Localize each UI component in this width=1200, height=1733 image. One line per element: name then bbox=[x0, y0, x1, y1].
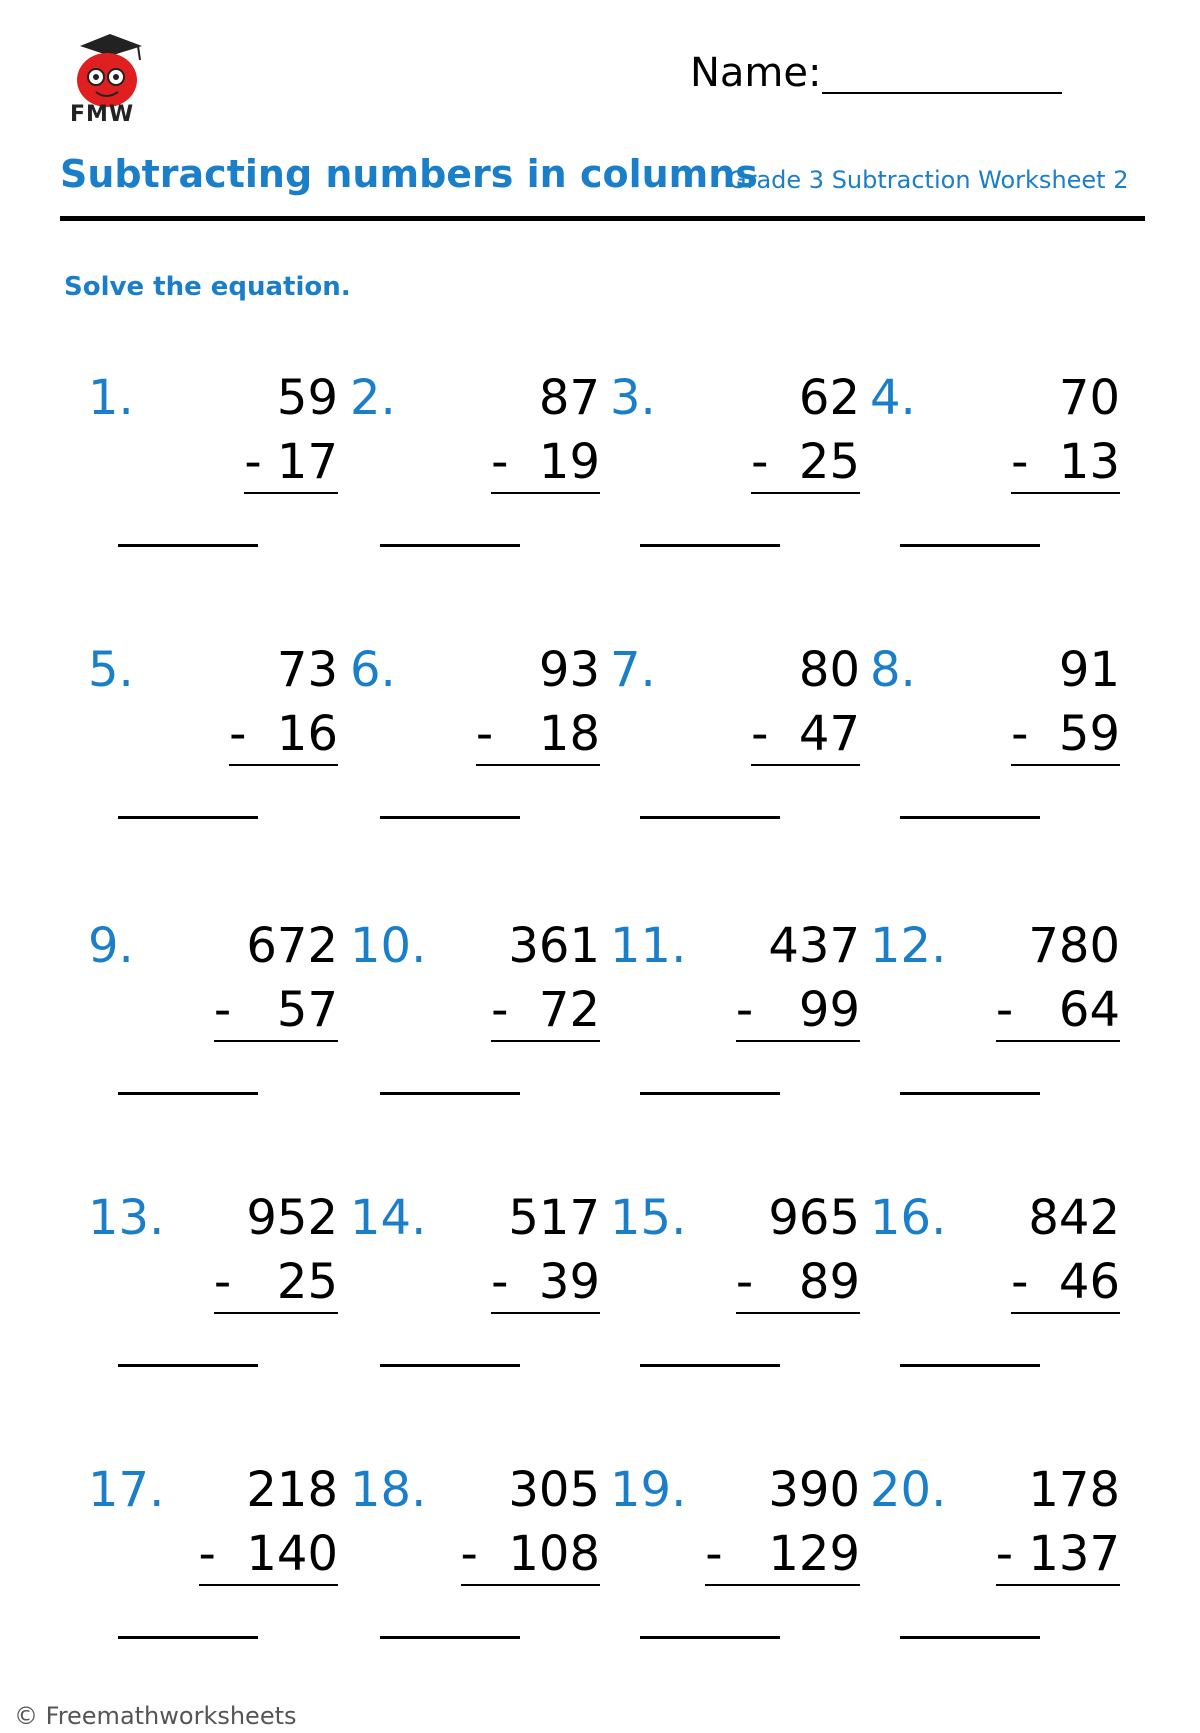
answer-line[interactable] bbox=[640, 544, 780, 547]
minuend: 80 bbox=[798, 642, 860, 698]
problem-number: 2. bbox=[350, 370, 396, 426]
instruction-text: Solve the equation. bbox=[64, 272, 351, 302]
minuend: 952 bbox=[246, 1190, 338, 1246]
problem-number: 9. bbox=[88, 918, 134, 974]
minuend: 70 bbox=[1058, 370, 1120, 426]
name-label: Name: bbox=[690, 50, 822, 96]
answer-line[interactable] bbox=[380, 1364, 520, 1367]
answer-line[interactable] bbox=[640, 1092, 780, 1095]
answer-line[interactable] bbox=[380, 816, 520, 819]
minuend: 965 bbox=[768, 1190, 860, 1246]
answer-line[interactable] bbox=[380, 1636, 520, 1639]
subtrahend: - 19 bbox=[491, 434, 600, 494]
problem-20 bbox=[860, 1462, 1120, 1702]
problem-9 bbox=[78, 918, 338, 1158]
answer-line[interactable] bbox=[118, 1636, 258, 1639]
name-field-line[interactable] bbox=[822, 92, 1062, 94]
answer-line[interactable] bbox=[640, 1364, 780, 1367]
subtrahend: - 89 bbox=[736, 1254, 860, 1314]
answer-line[interactable] bbox=[118, 816, 258, 819]
minuend: 218 bbox=[246, 1462, 338, 1518]
problem-3 bbox=[600, 370, 860, 610]
minuend: 178 bbox=[1028, 1462, 1120, 1518]
problem-12 bbox=[860, 918, 1120, 1158]
answer-line[interactable] bbox=[900, 1092, 1040, 1095]
problem-16 bbox=[860, 1190, 1120, 1430]
answer-line[interactable] bbox=[380, 544, 520, 547]
problem-number: 11. bbox=[610, 918, 687, 974]
problem-14 bbox=[340, 1190, 600, 1430]
problem-number: 15. bbox=[610, 1190, 687, 1246]
page-title: Subtracting numbers in columns bbox=[60, 152, 758, 196]
minuend: 361 bbox=[508, 918, 600, 974]
problem-5 bbox=[78, 642, 338, 882]
problem-17 bbox=[78, 1462, 338, 1702]
problem-7 bbox=[600, 642, 860, 882]
minuend: 780 bbox=[1028, 918, 1120, 974]
problem-number: 18. bbox=[350, 1462, 427, 1518]
problem-number: 5. bbox=[88, 642, 134, 698]
problem-number: 10. bbox=[350, 918, 427, 974]
problem-2 bbox=[340, 370, 600, 610]
problem-number: 12. bbox=[870, 918, 947, 974]
subtrahend: - 13 bbox=[1011, 434, 1120, 494]
minuend: 305 bbox=[508, 1462, 600, 1518]
subtrahend: - 47 bbox=[751, 706, 860, 766]
answer-line[interactable] bbox=[118, 1364, 258, 1367]
minuend: 87 bbox=[538, 370, 600, 426]
answer-line[interactable] bbox=[640, 816, 780, 819]
problem-8 bbox=[860, 642, 1120, 882]
answer-line[interactable] bbox=[900, 544, 1040, 547]
problem-19 bbox=[600, 1462, 860, 1702]
problem-number: 4. bbox=[870, 370, 916, 426]
problem-number: 1. bbox=[88, 370, 134, 426]
subtrahend: - 16 bbox=[229, 706, 338, 766]
problem-number: 8. bbox=[870, 642, 916, 698]
problem-1 bbox=[78, 370, 338, 610]
answer-line[interactable] bbox=[900, 1364, 1040, 1367]
subtrahend: - 39 bbox=[491, 1254, 600, 1314]
subtrahend: - 99 bbox=[736, 982, 860, 1042]
problem-11 bbox=[600, 918, 860, 1158]
minuend: 73 bbox=[276, 642, 338, 698]
answer-line[interactable] bbox=[380, 1092, 520, 1095]
subtrahend: - 64 bbox=[996, 982, 1120, 1042]
answer-line[interactable] bbox=[900, 816, 1040, 819]
answer-line[interactable] bbox=[118, 1092, 258, 1095]
problem-6 bbox=[340, 642, 600, 882]
logo-text: FMW bbox=[70, 102, 135, 127]
subtrahend: - 18 bbox=[476, 706, 600, 766]
minuend: 62 bbox=[798, 370, 860, 426]
minuend: 59 bbox=[276, 370, 338, 426]
subtrahend: - 137 bbox=[996, 1526, 1120, 1586]
problem-18 bbox=[340, 1462, 600, 1702]
subtrahend: - 72 bbox=[491, 982, 600, 1042]
subtrahend: - 57 bbox=[214, 982, 338, 1042]
problem-number: 13. bbox=[88, 1190, 165, 1246]
problem-number: 14. bbox=[350, 1190, 427, 1246]
copyright-footer: © Freemathworksheets bbox=[14, 1702, 297, 1730]
subtrahend: - 59 bbox=[1011, 706, 1120, 766]
subtrahend: - 140 bbox=[199, 1526, 338, 1586]
minuend: 390 bbox=[768, 1462, 860, 1518]
problem-number: 7. bbox=[610, 642, 656, 698]
minuend: 437 bbox=[768, 918, 860, 974]
minuend: 91 bbox=[1058, 642, 1120, 698]
answer-line[interactable] bbox=[640, 1636, 780, 1639]
problem-number: 20. bbox=[870, 1462, 947, 1518]
problem-10 bbox=[340, 918, 600, 1158]
minuend: 842 bbox=[1028, 1190, 1120, 1246]
subtrahend: - 25 bbox=[214, 1254, 338, 1314]
subtrahend: - 108 bbox=[461, 1526, 600, 1586]
minuend: 517 bbox=[508, 1190, 600, 1246]
problem-4 bbox=[860, 370, 1120, 610]
subtrahend: - 17 bbox=[244, 434, 338, 494]
worksheet-subtitle: Grade 3 Subtraction Worksheet 2 bbox=[728, 166, 1129, 194]
header-divider bbox=[60, 216, 1145, 221]
subtrahend: - 129 bbox=[705, 1526, 860, 1586]
subtrahend: - 46 bbox=[1011, 1254, 1120, 1314]
problem-number: 6. bbox=[350, 642, 396, 698]
subtrahend: - 25 bbox=[751, 434, 860, 494]
answer-line[interactable] bbox=[118, 544, 258, 547]
problem-number: 16. bbox=[870, 1190, 947, 1246]
problem-13 bbox=[78, 1190, 338, 1430]
problem-number: 3. bbox=[610, 370, 656, 426]
answer-line[interactable] bbox=[900, 1636, 1040, 1639]
minuend: 672 bbox=[246, 918, 338, 974]
minuend: 93 bbox=[538, 642, 600, 698]
problem-number: 19. bbox=[610, 1462, 687, 1518]
problem-15 bbox=[600, 1190, 860, 1430]
problem-number: 17. bbox=[88, 1462, 165, 1518]
